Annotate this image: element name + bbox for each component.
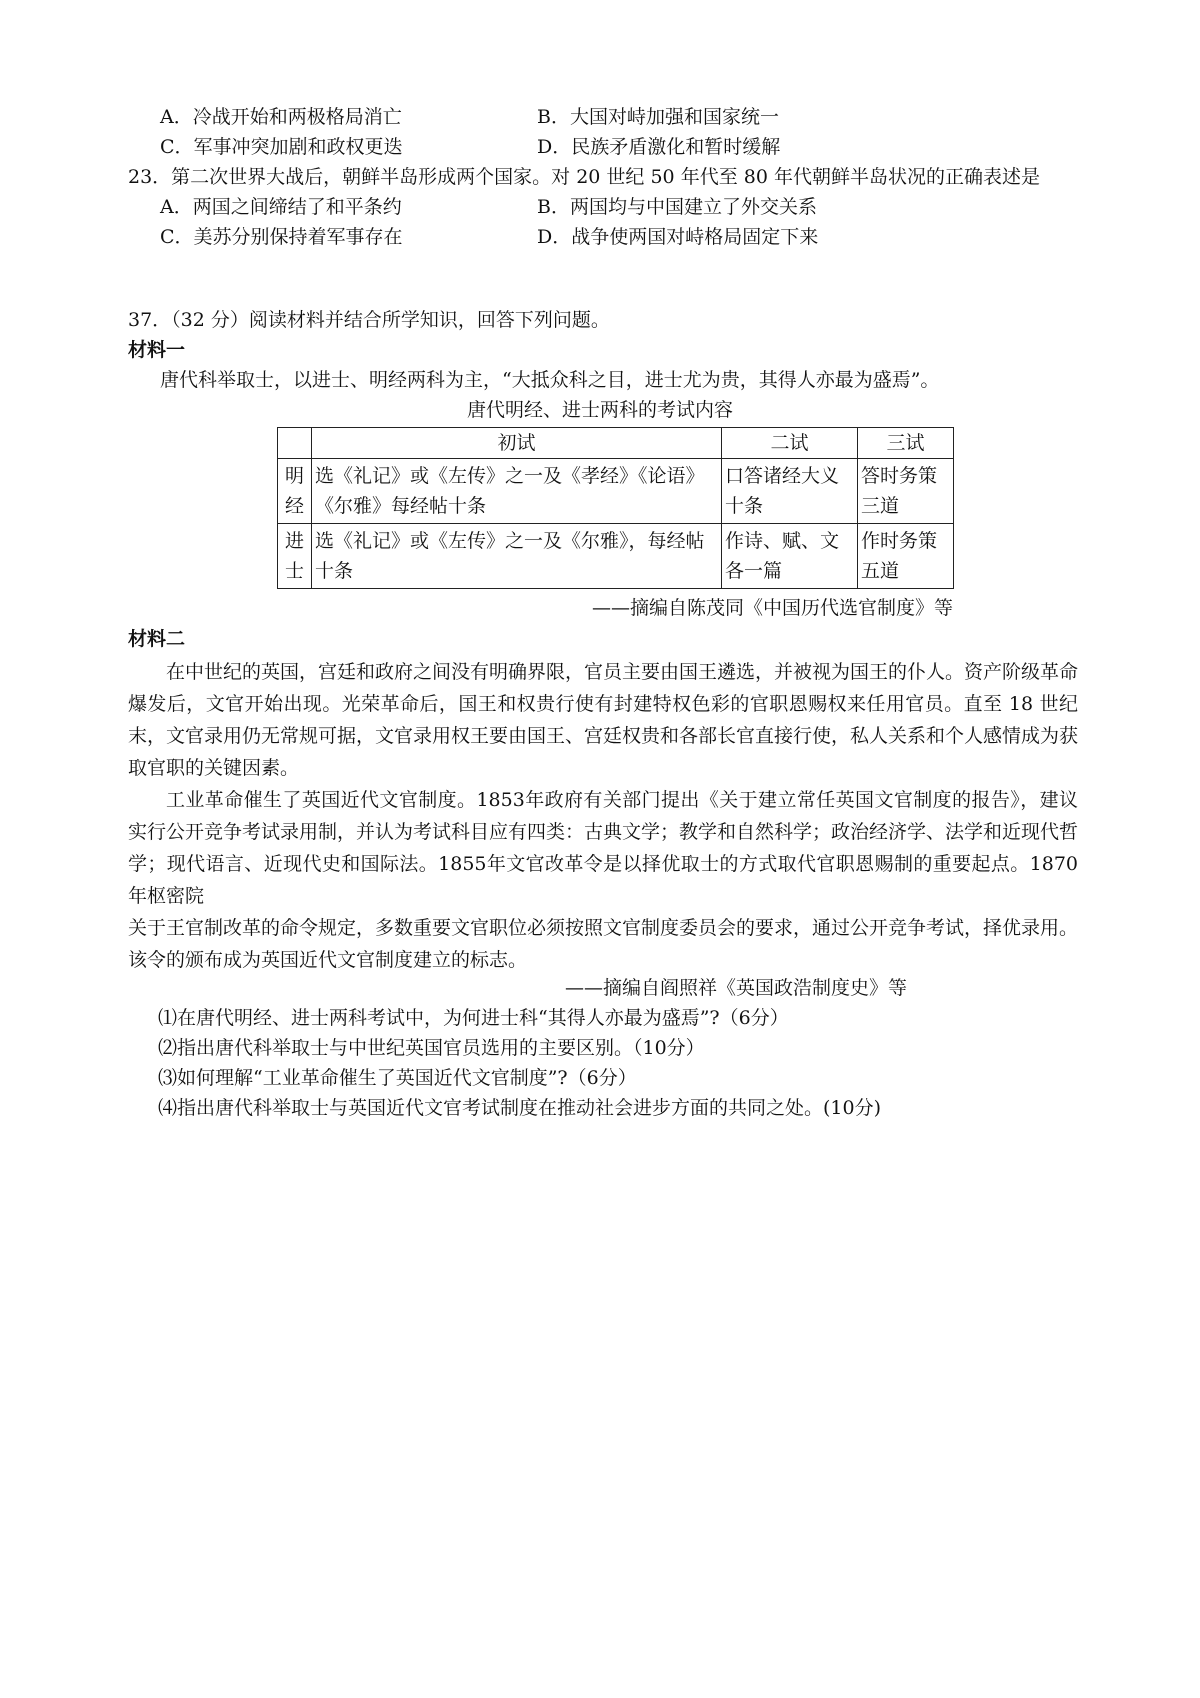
table-header-second: 二试: [722, 428, 858, 459]
table-row-name: 进士: [278, 524, 312, 589]
material-2-source: ——摘编自阎照祥《英国政浩制度史》等: [565, 977, 908, 999]
q22-option-a: A．冷战开始和两极格局消亡: [160, 106, 402, 128]
table-caption: 唐代明经、进士两科的考试内容: [467, 399, 734, 421]
table-row: [278, 524, 954, 589]
table-header-third: 三试: [858, 428, 954, 459]
table-cell-third: 答时务策三道: [858, 459, 954, 524]
q23-option-c: C．美苏分别保持着军事存在: [160, 226, 403, 248]
q22-option-d: D．民族矛盾激化和暂时缓解: [537, 136, 781, 158]
table-cell-first: 选《礼记》或《左传》之一及《孝经》《论语》《尔雅》每经帖十条: [312, 459, 722, 524]
q37-header: 37．（32 分）阅读材料并结合所学知识，回答下列问题。: [128, 309, 610, 331]
sub-question-3: ⑶如何理解“工业革命催生了英国近代文官制度”?（6分）: [158, 1067, 637, 1089]
sub-question-2: ⑵指出唐代科举取士与中世纪英国官员选用的主要区别。（10分）: [158, 1037, 705, 1059]
table-row: [278, 459, 954, 524]
q23-option-b: B．两国均与中国建立了外交关系: [537, 196, 817, 218]
q23-option-d: D．战争使两国对峙格局固定下来: [537, 226, 819, 248]
q22-option-c: C．军事冲突加剧和政权更迭: [160, 136, 403, 158]
material-2-title: 材料二: [128, 628, 186, 650]
material-1-source: ——摘编自陈茂同《中国历代选官制度》等: [592, 597, 954, 619]
q22-option-b: B．大国对峙加强和国家统一: [537, 106, 779, 128]
exam-content-table: [277, 427, 954, 589]
table-row-name: 明经: [278, 459, 312, 524]
material-1-title: 材料一: [128, 339, 186, 361]
material-2-paragraph-3: 关于王官制改革的命令规定，多数重要文官职位必须按照文官制度委员会的要求，通过公开竞争考试，择优录用。该令的颁布成为英国近代文官制度建立的标志。: [128, 917, 1079, 971]
table-cell-second: 作诗、赋、文各一篇: [722, 524, 858, 589]
table-cell-first: 选《礼记》或《左传》之一及《尔雅》，每经帖十条: [312, 524, 722, 589]
table-header-corner: [278, 428, 312, 459]
q23-stem: 23．第二次世界大战后，朝鲜半岛形成两个国家。对 20 世纪 50 年代至 80 年代朝鲜半岛状况的正确表述是: [128, 166, 1040, 188]
sub-question-4: ⑷指出唐代科举取士与英国近代文官考试制度在推动社会进步方面的共同之处。(10分): [158, 1097, 882, 1119]
table-cell-second: 口答诸经大义十条: [722, 459, 858, 524]
q23-option-a: A．两国之间缔结了和平条约: [160, 196, 402, 218]
material-2-paragraph-2: 工业革命催生了英国近代文官制度。1853年政府有关部门提出《关于建立常任英国文官制度的报告》，建议实行公开竞争考试录用制，并认为考试科目应有四类：古典文学；教学和自然科学；政治经济学、法学和近现代哲学；现代语言、近现代史和国际法。1855年文官改革令是以择优取士的方式取代官职恩赐制的重要起点。1870年枢密院: [128, 789, 1079, 907]
material-1-intro: 唐代科举取士，以进士、明经两科为主，“大抵众科之目，进士尤为贵，其得人亦最为盛焉”。: [160, 369, 940, 391]
table-header-first: 初试: [312, 428, 722, 459]
sub-question-1: ⑴在唐代明经、进士两科考试中，为何进士科“其得人亦最为盛焉”?（6分）: [158, 1007, 789, 1029]
table-header-row: [278, 428, 954, 459]
table-cell-third: 作时务策五道: [858, 524, 954, 589]
material-2-paragraph-1: 在中世纪的英国，宫廷和政府之间没有明确界限，官员主要由国王遴选，并被视为国王的仆人。资产阶级革命爆发后，文官开始出现。光荣革命后，国王和权贵行使有封建特权色彩的官职恩赐权来任用官员。直至 18 世纪末，文官录用仍无常规可据，文官录用权王要由国王、宫廷权贵和各部长官直接行使，私人关系和个人感情成为获取官职的关键因素。: [128, 661, 1079, 779]
